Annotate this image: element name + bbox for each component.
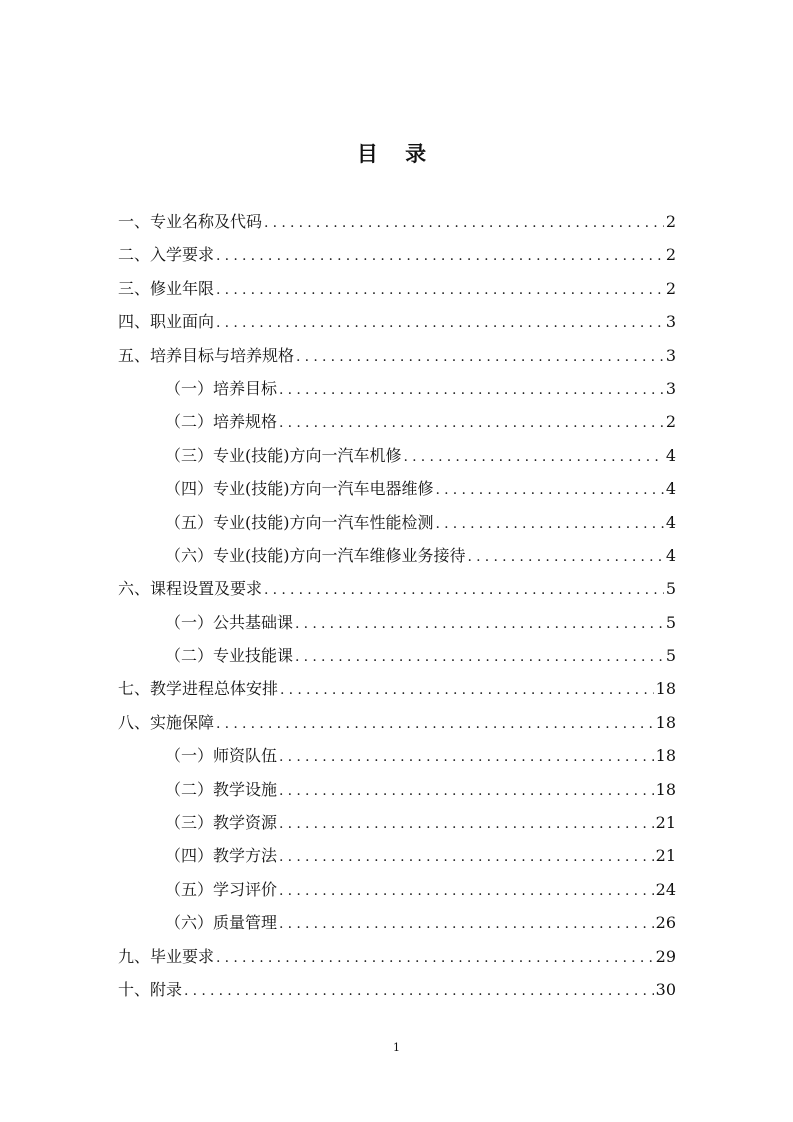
toc-entry-title: （二）专业技能课 — [165, 646, 294, 666]
toc-entry-title: 一、专业名称及代码 — [118, 212, 263, 231]
toc-entry[interactable] — [118, 739, 676, 772]
toc-dot-leader — [295, 608, 664, 641]
toc-entry-title: 七、教学进程总体安排 — [118, 679, 279, 699]
toc-dot-leader — [279, 407, 664, 440]
toc-entry-page-number: 29 — [655, 946, 676, 966]
toc-entry-page-number: 18 — [655, 746, 676, 766]
toc-entry[interactable] — [118, 906, 676, 939]
toc-entry[interactable] — [118, 439, 676, 472]
toc-entry-title: （二）教学设施 — [165, 779, 278, 799]
toc-entry[interactable] — [118, 806, 676, 839]
table-of-contents — [118, 205, 676, 1006]
toc-dot-leader — [279, 908, 654, 941]
toc-entry-page-number: 2 — [665, 412, 676, 432]
toc-entry-title: 九、毕业要求 — [118, 946, 215, 966]
toc-dot-leader — [279, 374, 664, 407]
toc-dot-leader — [264, 207, 664, 240]
toc-entry[interactable] — [118, 372, 676, 405]
toc-entry-title: （六）专业(技能)方向一汽车维修业务接待 — [165, 545, 466, 565]
toc-entry[interactable] — [118, 272, 676, 305]
toc-entry-title: （五）学习评价 — [165, 879, 278, 899]
toc-entry[interactable] — [118, 873, 676, 906]
toc-entry-title: （三）专业(技能)方向一汽车机修 — [165, 445, 402, 465]
toc-dot-leader — [216, 942, 654, 975]
toc-dot-leader — [216, 708, 654, 741]
toc-entry[interactable] — [118, 205, 676, 238]
toc-entry-title: 四、职业面向 — [118, 312, 215, 332]
toc-entry-page-number: 4 — [665, 512, 676, 532]
toc-entry-page-number: 21 — [655, 813, 676, 833]
toc-entry-page-number: 5 — [665, 612, 676, 632]
toc-entry-page-number: 18 — [655, 712, 676, 732]
toc-entry-title: 五、培养目标与培养规格 — [118, 345, 295, 365]
toc-entry-page-number: 2 — [665, 278, 676, 298]
toc-entry-page-number: 2 — [665, 245, 676, 265]
toc-entry[interactable] — [118, 339, 676, 372]
toc-entry[interactable] — [118, 773, 676, 806]
toc-entry-page-number: 5 — [665, 646, 676, 666]
toc-entry[interactable] — [118, 572, 676, 605]
toc-entry-title: （一）公共基础课 — [165, 612, 294, 632]
toc-entry[interactable] — [118, 539, 676, 572]
toc-entry[interactable] — [118, 672, 676, 705]
toc-entry[interactable] — [118, 839, 676, 872]
toc-entry[interactable] — [118, 639, 676, 672]
toc-entry-page-number: 21 — [655, 846, 676, 866]
toc-dot-leader — [436, 474, 664, 507]
toc-entry-title: （二）培养规格 — [165, 412, 278, 432]
toc-entry-title: （一）师资队伍 — [165, 746, 278, 766]
toc-entry[interactable] — [118, 606, 676, 639]
toc-entry[interactable] — [118, 706, 676, 739]
toc-entry-page-number: 2 — [665, 212, 676, 231]
toc-dot-leader — [264, 574, 664, 607]
toc-entry-title: 八、实施保障 — [118, 712, 215, 732]
toc-title: 目 录 — [356, 142, 437, 166]
toc-dot-leader — [296, 341, 664, 374]
toc-dot-leader — [279, 875, 654, 908]
toc-entry-title: （六）质量管理 — [165, 913, 278, 933]
toc-entry-page-number: 3 — [665, 345, 676, 365]
toc-entry-title: （三）教学资源 — [165, 813, 278, 833]
toc-entry-title: （五）专业(技能)方向一汽车性能检测 — [165, 512, 434, 532]
toc-dot-leader — [279, 808, 654, 841]
toc-entry-title: （四）教学方法 — [165, 846, 278, 866]
toc-entry-page-number: 3 — [665, 312, 676, 332]
toc-dot-leader — [216, 240, 664, 273]
toc-entry-page-number: 5 — [665, 579, 676, 599]
toc-dot-leader — [295, 641, 664, 674]
toc-entry-page-number: 3 — [665, 378, 676, 398]
toc-dot-leader — [279, 741, 654, 774]
toc-entry-title: 三、修业年限 — [118, 278, 215, 298]
toc-entry-page-number: 4 — [665, 545, 676, 565]
toc-dot-leader — [404, 441, 664, 474]
toc-entry[interactable] — [118, 305, 676, 338]
toc-entry-page-number: 24 — [655, 879, 676, 899]
toc-dot-leader — [216, 307, 664, 340]
toc-entry-page-number: 4 — [665, 479, 676, 499]
toc-entry[interactable] — [118, 405, 676, 438]
toc-entry-title: （一）培养目标 — [165, 378, 278, 398]
toc-dot-leader — [436, 508, 664, 541]
toc-entry-page-number: 18 — [655, 779, 676, 799]
toc-entry[interactable] — [118, 506, 676, 539]
toc-entry[interactable] — [118, 940, 676, 973]
toc-dot-leader — [468, 541, 664, 574]
toc-entry[interactable] — [118, 238, 676, 271]
toc-dot-leader — [279, 841, 654, 874]
toc-dot-leader — [216, 274, 664, 307]
toc-entry-page-number: 26 — [655, 913, 676, 933]
toc-dot-leader — [184, 975, 654, 1008]
toc-entry-title: 二、入学要求 — [118, 245, 215, 265]
toc-entry-title: （四）专业(技能)方向一汽车电器维修 — [165, 479, 434, 499]
toc-entry[interactable] — [118, 472, 676, 505]
toc-entry-page-number: 30 — [655, 979, 676, 999]
toc-dot-leader — [280, 674, 654, 707]
toc-entry[interactable] — [118, 973, 676, 1006]
toc-entry-title: 六、课程设置及要求 — [118, 579, 263, 599]
toc-entry-page-number: 18 — [655, 679, 676, 699]
toc-entry-title: 十、附录 — [118, 979, 183, 999]
toc-dot-leader — [279, 775, 654, 808]
page-number: 1 — [393, 1041, 400, 1054]
toc-entry-page-number: 4 — [665, 445, 676, 465]
